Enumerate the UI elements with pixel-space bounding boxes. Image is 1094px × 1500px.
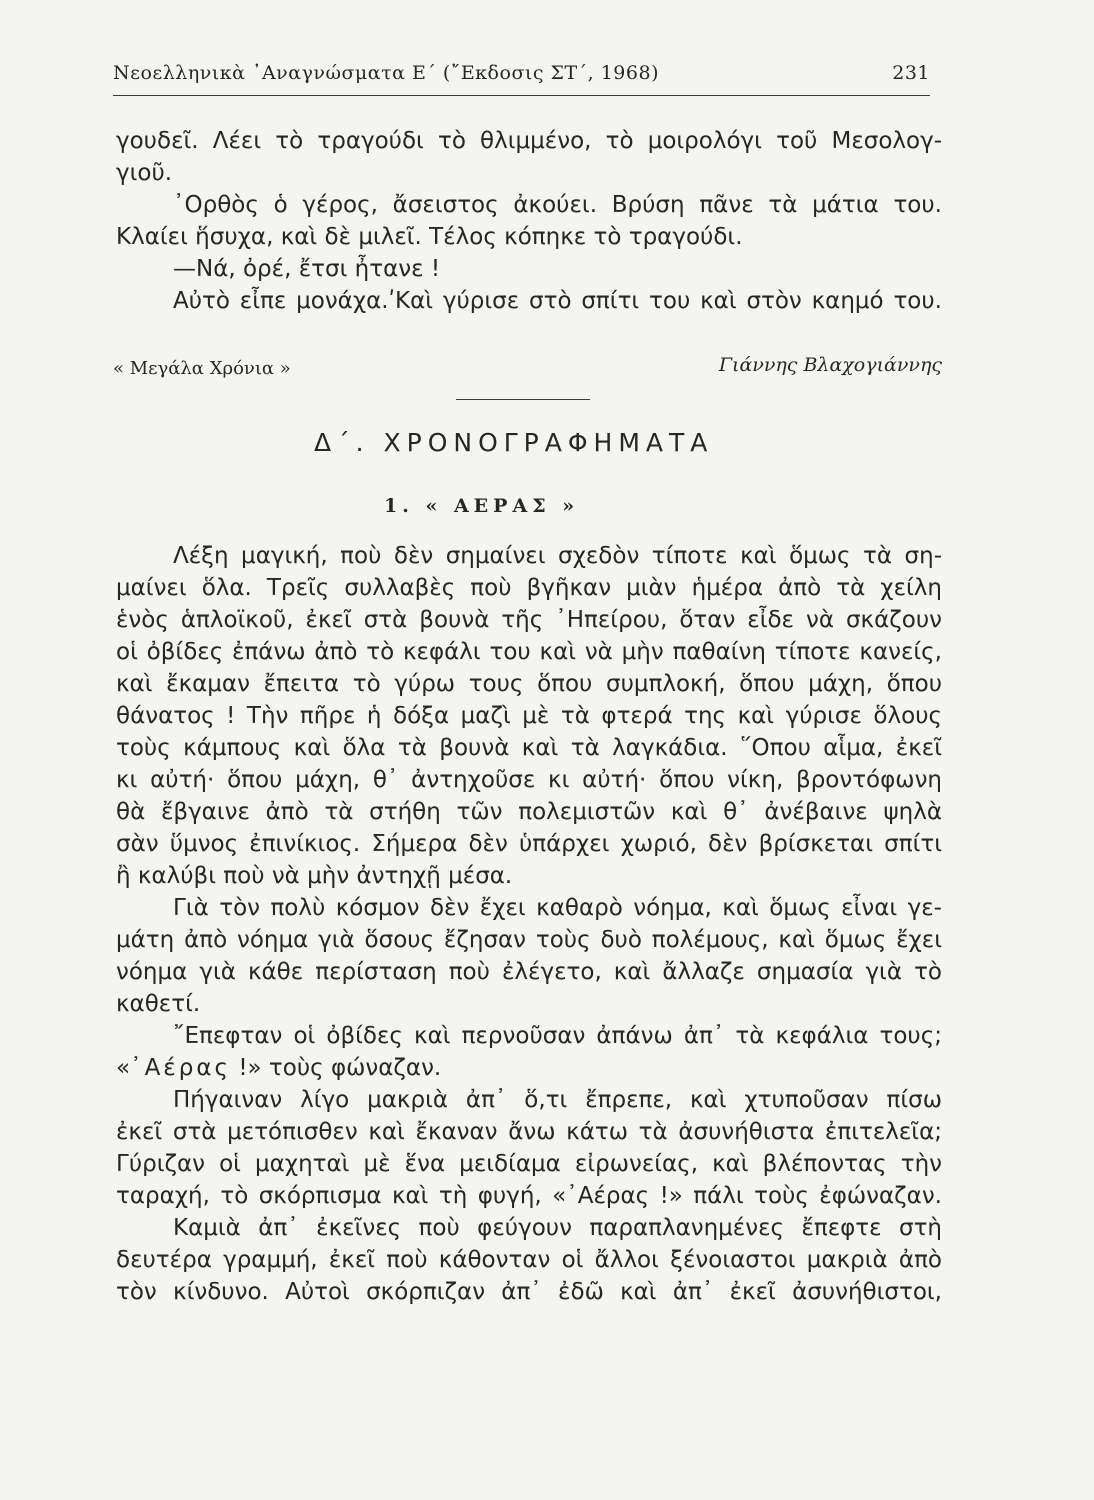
page-number: 231: [892, 62, 930, 84]
text-line: ᾿Ορθὸς ὁ γέρος, ἄσειστος ἀκούει. Βρύση πᾶνε τὰ μάτια του.: [173, 192, 942, 218]
author-name: Γιάννης Βλαχογιάννης: [718, 354, 942, 376]
text-line: Λέξη μαγική, ποὺ δὲν σημαίνει σχεδὸν τίποτε καὶ ὅμως τὰ ση-: [173, 543, 942, 569]
text-line: Αὐτὸ εἶπε μονάχα.ʹΚαὶ γύρισε στὸ σπίτι του καὶ στὸν καημό του.: [173, 288, 942, 314]
text-line: ῎Επεφταν οἱ ὀβίδες καὶ περνοῦσαν ἀπάνω ἀπ᾿ τὰ κεφάλια τους;: [173, 1023, 942, 1049]
spaced-word: ᾿Αέρας: [130, 1055, 232, 1081]
text-line: —Νά, ὀρέ, ἔτσι ἦτανε !: [173, 256, 441, 282]
text-line: θάνατος ! Τὴν πῆρε ἡ δόξα μαζὶ μὲ τὰ φτερά της καὶ γύρισε ὅλους: [116, 703, 942, 729]
text-line: ἐκεῖ στὰ μετόπισθεν καὶ ἔκαναν ἄνω κάτω τὰ ἀσυνήθιστα ἐπιτελεῖα;: [116, 1119, 942, 1145]
text-line: Γύριζαν οἱ μαχηταὶ μὲ ἕνα μειδίαμα εἰρωνείας, καὶ βλέποντας τὴν: [116, 1151, 942, 1177]
header-rule: [113, 95, 930, 96]
text-line: Γιὰ τὸν πολὺ κόσμον δὲν ἔχει καθαρὸ νόημα, καὶ ὅμως εἶναι γε-: [173, 895, 942, 921]
section-title: Δ΄. ΧΡΟΝΟΓΡΑΦΗΜΑΤΑ: [314, 428, 714, 457]
text-line: γουδεῖ. Λέει τὸ τραγούδι τὸ θλιμμένο, τὸ μοιρολόγι τοῦ Μεσολογ-: [116, 128, 942, 154]
text-line: θὰ ἔβγαινε ἀπὸ τὰ στήθη τῶν πολεμιστῶν καὶ θ᾿ ἀνέβαινε ψηλὰ: [116, 799, 942, 825]
text-line: ἢ καλύβι ποὺ νὰ μὴν ἀντηχῇ μέσα.: [116, 863, 513, 889]
text-line: Καμιὰ ἀπ᾿ ἐκεῖνες ποὺ φεύγουν παραπλανημένες ἔπεφτε στὴ: [173, 1215, 942, 1241]
text-line: δευτέρα γραμμή, ἐκεῖ ποὺ κάθονταν οἱ ἄλλοι ξένοιαστοι μακριὰ ἀπὸ: [116, 1247, 942, 1273]
body-text: [116, 540, 942, 1308]
text-line: ἑνὸς ἁπλοϊκοῦ, ἐκεῖ στὰ βουνὰ τῆς ᾿Ηπείρου, ὅταν εἶδε νὰ σκάζουν: [116, 607, 942, 633]
text-line: μάτη ἀπὸ νόημα γιὰ ὅσους ἔζησαν τοὺς δυὸ πολέμους, καὶ ὅμως ἔχει: [116, 927, 942, 953]
text-line: γιοῦ.: [116, 160, 173, 186]
text-line: Πήγαιναν λίγο μακριὰ ἀπ᾿ ὅ,τι ἔπρεπε, καὶ χτυποῦσαν πίσω: [173, 1087, 942, 1113]
text-line: οἱ ὀβίδες ἐπάνω ἀπὸ τὸ κεφάλι του καὶ νὰ μὴν παθαίνη τίποτε κανείς,: [116, 639, 942, 665]
text-line: μαίνει ὅλα. Τρεῖς συλλαβὲς ποὺ βγῆκαν μιὰν ἡμέρα ἀπὸ τὰ χείλη: [116, 575, 942, 601]
source-citation: « Μεγάλα Χρόνια »: [113, 358, 291, 379]
text-line: νόημα γιὰ κάθε περίσταση ποὺ ἐλέγετο, καὶ ἄλλαζε σημασία γιὰ τὸ: [116, 959, 942, 985]
text-line: ταραχή, τὸ σκόρπισμα καὶ τὴ φυγή, «᾿Αέρας !» πάλι τοὺς ἐφώναζαν.: [116, 1183, 942, 1209]
text-line: καθετί.: [116, 991, 201, 1017]
quote-open: «: [116, 1055, 131, 1081]
line-remainder: !» τοὺς φώναζαν.: [231, 1055, 442, 1081]
text-line: σὰν ὕμνος ἐπινίκιος. Σήμερα δὲν ὑπάρχει χωριό, δὲν βρίσκεται σπίτι: [116, 831, 942, 857]
text-line: Κλαίει ἥσυχα, καὶ δὲ μιλεῖ. Τέλος κόπηκε τὸ τραγούδι.: [116, 224, 743, 250]
text-line: καὶ ἔκαμαν ἔπειτα τὸ γύρω τους ὅπου συμπλοκή, ὅπου μάχη, ὅπου: [116, 671, 942, 697]
text-line: τὸν κίνδυνο. Αὐτοὶ σκόρπιζαν ἀπ᾿ ἐδῶ καὶ ἀπ᾿ ἐκεῖ ἀσυνήθιστοι,: [116, 1279, 942, 1305]
section-divider: [456, 399, 590, 400]
excerpt-text: [116, 125, 942, 317]
text-line: [116, 1052, 942, 1084]
chapter-title: 1. « ΑΕΡΑΣ »: [384, 495, 580, 517]
text-line: τοὺς κάμπους καὶ ὅλα τὰ βουνὰ καὶ τὰ λαγκάδια. ῞Οπου αἷμα, ἐκεῖ: [116, 735, 942, 761]
running-head: [113, 62, 930, 92]
running-title: Νεοελληνικὰ ᾿Αναγνώσματα Ε΄ (῎Εκδοσις ΣΤ΄, 1968): [113, 62, 659, 84]
text-line: κι αὐτή· ὅπου μάχη, θ᾿ ἀντηχοῦσε κι αὐτή· ὅπου νίκη, βροντόφωνη: [116, 767, 942, 793]
